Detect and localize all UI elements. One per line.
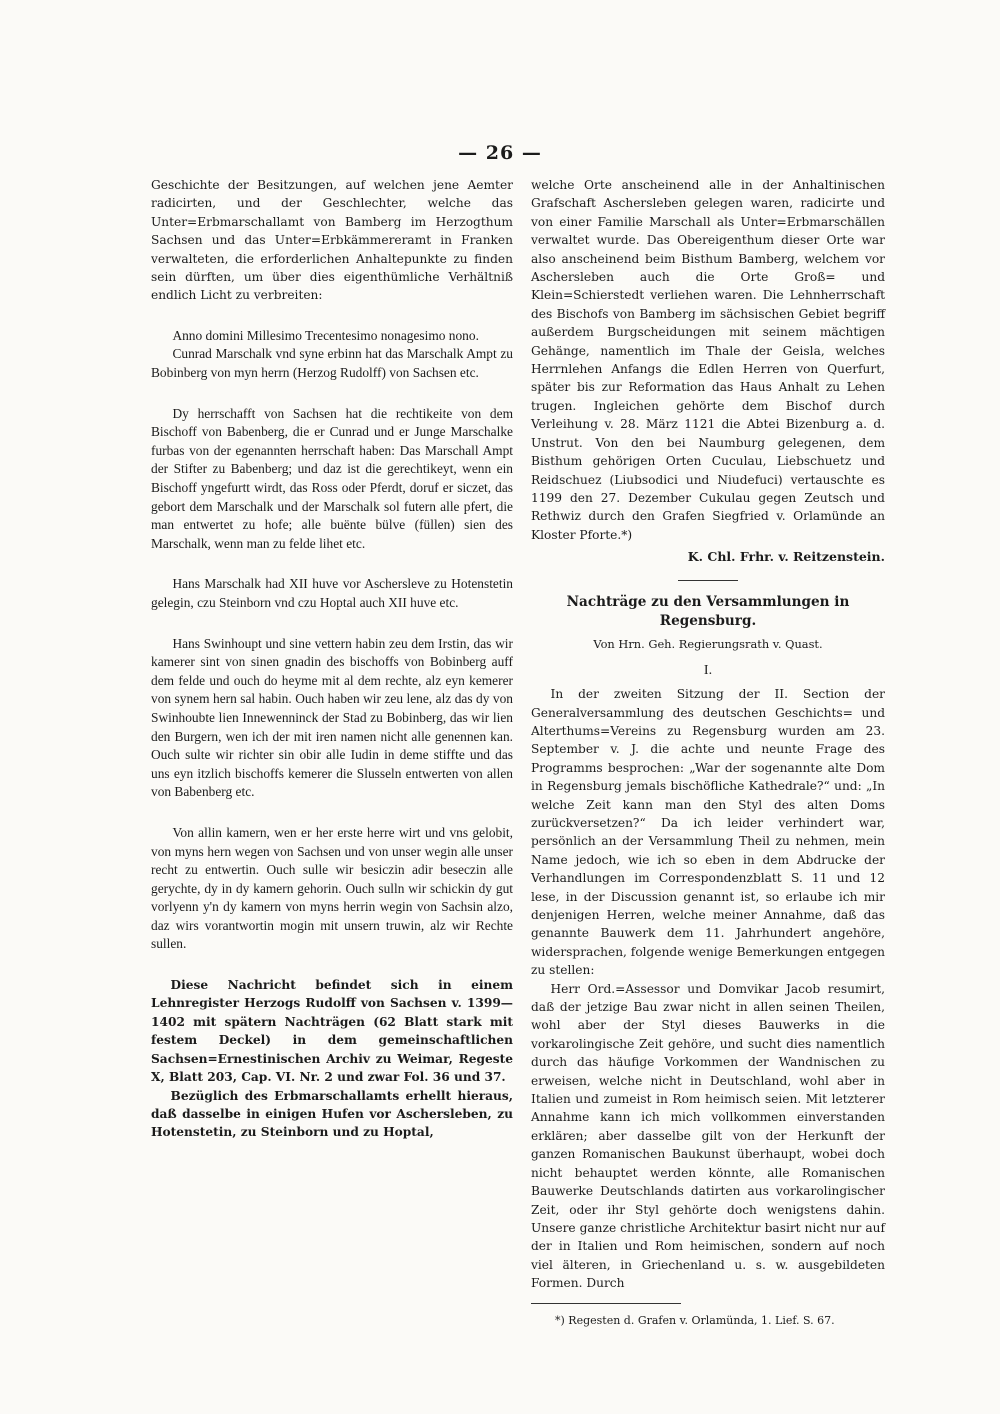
footnote: *) Regesten d. Grafen v. Orlamünda, 1. Lief. S. 67. (555, 1313, 835, 1327)
intro-paragraph: Geschichte der Besitzungen, auf welchen jene Aemter radicirten, und der Geschlechter, welche das Unter=Erbmarschallamt von Bamberg im Herzogthum Sachsen und das Unter=Erbkämmereramt in Franken verwalteten, die erforderlichen Anhaltepunkte zu finden sein dürften, um über dies eigenthümliche Verhältniß endlich Licht zu verbreiten: (151, 178, 513, 303)
article-byline: Von Hrn. Geh. Regierungsrath v. Quast. (593, 637, 823, 652)
left-column (151, 176, 513, 1142)
section-divider (678, 580, 738, 581)
section-number: I. (703, 663, 713, 679)
article-heading: Nachträge zu den Versammlungen in Regensburg. (566, 594, 850, 630)
quote-herrschafft: Dy herrschafft von Sachsen hat die rechtikeite von dem Bischoff von Babenberg, die er Cunrad und er Junge Marschalke furbas von der egenannten herrschaft haben: Das Marschall Ampt der Stifter zu Babenberg; und daz ist die gerechtikeyt, wenn ein Bischoff yngefurtt wirdt, das Ross oder Pferdt, doruf er siczet, das gebort dem Marschalk und der Marschalk sol futern alle pfert, die man entwertet zu hofe; alle buënte bülve (füllen) sien des Marschalk, wenn man zu felde lihet etc. (151, 405, 513, 551)
author-signature: K. Chl. Frhr. v. Reitzenstein. (687, 549, 885, 565)
quote-hans-swinhoupt: Hans Swinhoupt und sine vettern habin zeu dem Irstin, das wir kamerer sint von sinen gnadin des bischoffs von Bobinberg auff dem felde und ouch do heyme mit al dem rechte, alz eyn kemerer von synem hern sal habin. Ouch haben wir zeu lene, alz das dy von Swinhoubte lien Innewenninck der Stad zu Bobinberg, das wir lien den Burgern, wen ich der mit iren namen nicht alle genennen kan. Ouch sulte wir richter sin obir alle Iudin in deme stiffte und das uns eyn itzlich bischoffs kemerer die Slusseln entwerten von allen von Babenberg etc. (151, 635, 513, 800)
quote-von-allin-kamern: Von allin kamern, wen er her erste herre wirt und vns gelobit, von myns hern wegen von Sachsen und von unser wegin alle unser recht zu entwertin. Ouch sulle wir besiczin adir beseczin alle gerychte, dy in dy kamern gehorin. Ouch sulln wir schickin dy gut vorlyenn y'n dy kamern von myns herrin wegin von Sachsin alzo, daz wirs vorantwortin mogin mit unsern truwin, alz wir Rechte sullen. (151, 824, 513, 952)
footnote-divider (531, 1303, 681, 1304)
quote-hans-marschalk: Hans Marschalk had XII huve vor Aschersleve zu Hotenstetin gelegin, czu Steinborn vnd czu Hoptal auch XII huve etc. (151, 576, 513, 610)
quote-anno-domini: Anno domini Millesimo Trecentesimo nonagesimo nono. (172, 327, 479, 343)
continuation-paragraph: welche Orte anscheinend alle in der Anhaltinischen Grafschaft Aschersleben gelegen waren, radicirte und von einer Familie Marschall als Unter=Erbmarschällen verwaltet wurde. Das Obereigenthum dieser Orte war also anscheinend beim Bisthum Bamberg, welchem vor Aschersleben auch die Orte Groß= und Klein=Schierstedt verliehen waren. Die Lehnherrschaft des Bischofs von Bamberg im sächsischen Gebiet begriff außerdem Burgscheidungen mit seinem mächtigen Gehänge, namentlich im Thale der Geisla, welches Herrnlehen Anfangs die Edlen Herren von Querfurt, später bis zur Reformation das Haus Anhalt zu Lehen trugen. Ingleichen gehörte dem Bischof durch Verleihung v. 28. März 1121 die Abtei Bizenburg a. d. Unstrut. Von den bei Naumburg gelegenen, dem Bisthum gehörigen Orten Cuculau, Liebschuetz und Reidschuez (Liubsodici und Niudefuci) vertauschte es 1199 den 27. Dezember Cukulau gegen Zeutsch und Rethwiz durch den Grafen Siegfried v. Orlamünde an Kloster Pforte.*) (531, 178, 885, 542)
source-paragraph: Diese Nachricht befindet sich in einem Lehnregister Herzogs Rudolff von Sachsen v. 1399—1402 mit spätern Nachträgen (62 Blatt stark mit festem Deckel) in dem gemeinschaftlichen Sachsen=Ernestinischen Archiv zu Weimar, Regeste X, Blatt 203, Cap. VI. Nr. 2 und zwar Fol. 36 und 37. (151, 978, 513, 1085)
article-paragraph-2: Herr Ord.=Assessor und Domvikar Jacob resumirt, daß der jetzige Bau zwar nicht in allen seinen Theilen, wohl aber der Styl dieses Bauwerks in die vorkarolingische Zeit gehöre, und sucht dies namentlich durch das häufige Vorkommen der Wandnischen zu erweisen, welche nicht in Deutschland, wohl aber in Italien und zumeist in Rom heimisch seien. Mit letzterer Annahme kann ich mich vollkommen einverstanden erklären; aber dasselbe gilt von der Herkunft der ganzen Romanischen Baukunst überhaupt, wobei doch nicht behauptet werden könnte, alle Romanischen Bauwerke Deutschlands datirten aus vorkarolingischer Zeit, oder ihr Styl gehörte doch wenigstens dahin. Unsere ganze christliche Architektur basirt nicht nur auf der in Italien und Rom heimischen, sondern auf noch viel älteren, in Griechenland u. s. w. ausgebildeten Formen. Durch (531, 981, 885, 1291)
quote-cunrad-marschalk: Cunrad Marschalk vnd syne erbinn hat das Marschalk Ampt zu Bobinberg von myn herrn (Herzog Rudolff) von Sachsen etc. (151, 346, 513, 381)
right-column (531, 176, 885, 1329)
article-paragraph-1: In der zweiten Sitzung der II. Section der Generalversammlung des deutschen Geschichts= und Alterthums=Vereins zu Regensburg wurden am 23. September v. J. die achte und neunte Frage des Programms besprochen: „War der sogenannte alte Dom in Regensburg jemals bischöfliche Kathedrale?“ und: „In welche Zeit kann man den Styl des alten Doms zurückversetzen?“ Da ich leider verhindert war, persönlich an der Versammlung Theil zu nehmen, mein Name jedoch, wie ich so eben in dem Abdrucke der Verhandlungen im Correspondenzblatt S. 11 und 12 lese, in der Discussion genannt ist, so erlaube ich mir denjenigen Herren, welche meiner Annahme, daß das genannte Bauwerk dem 11. Jahrhundert angehöre, widersprachen, folgende wenige Bemerkungen entgegen zu stellen: (531, 687, 886, 978)
page-number: — 26 — (458, 142, 542, 164)
erbmarschallamt-paragraph: Bezüglich des Erbmarschallamts erhellt hieraus, daß dasselbe in einigen Hufen vor Aschersleben, zu Hotenstetin, zu Steinborn und zu Hoptal, (151, 1088, 513, 1140)
